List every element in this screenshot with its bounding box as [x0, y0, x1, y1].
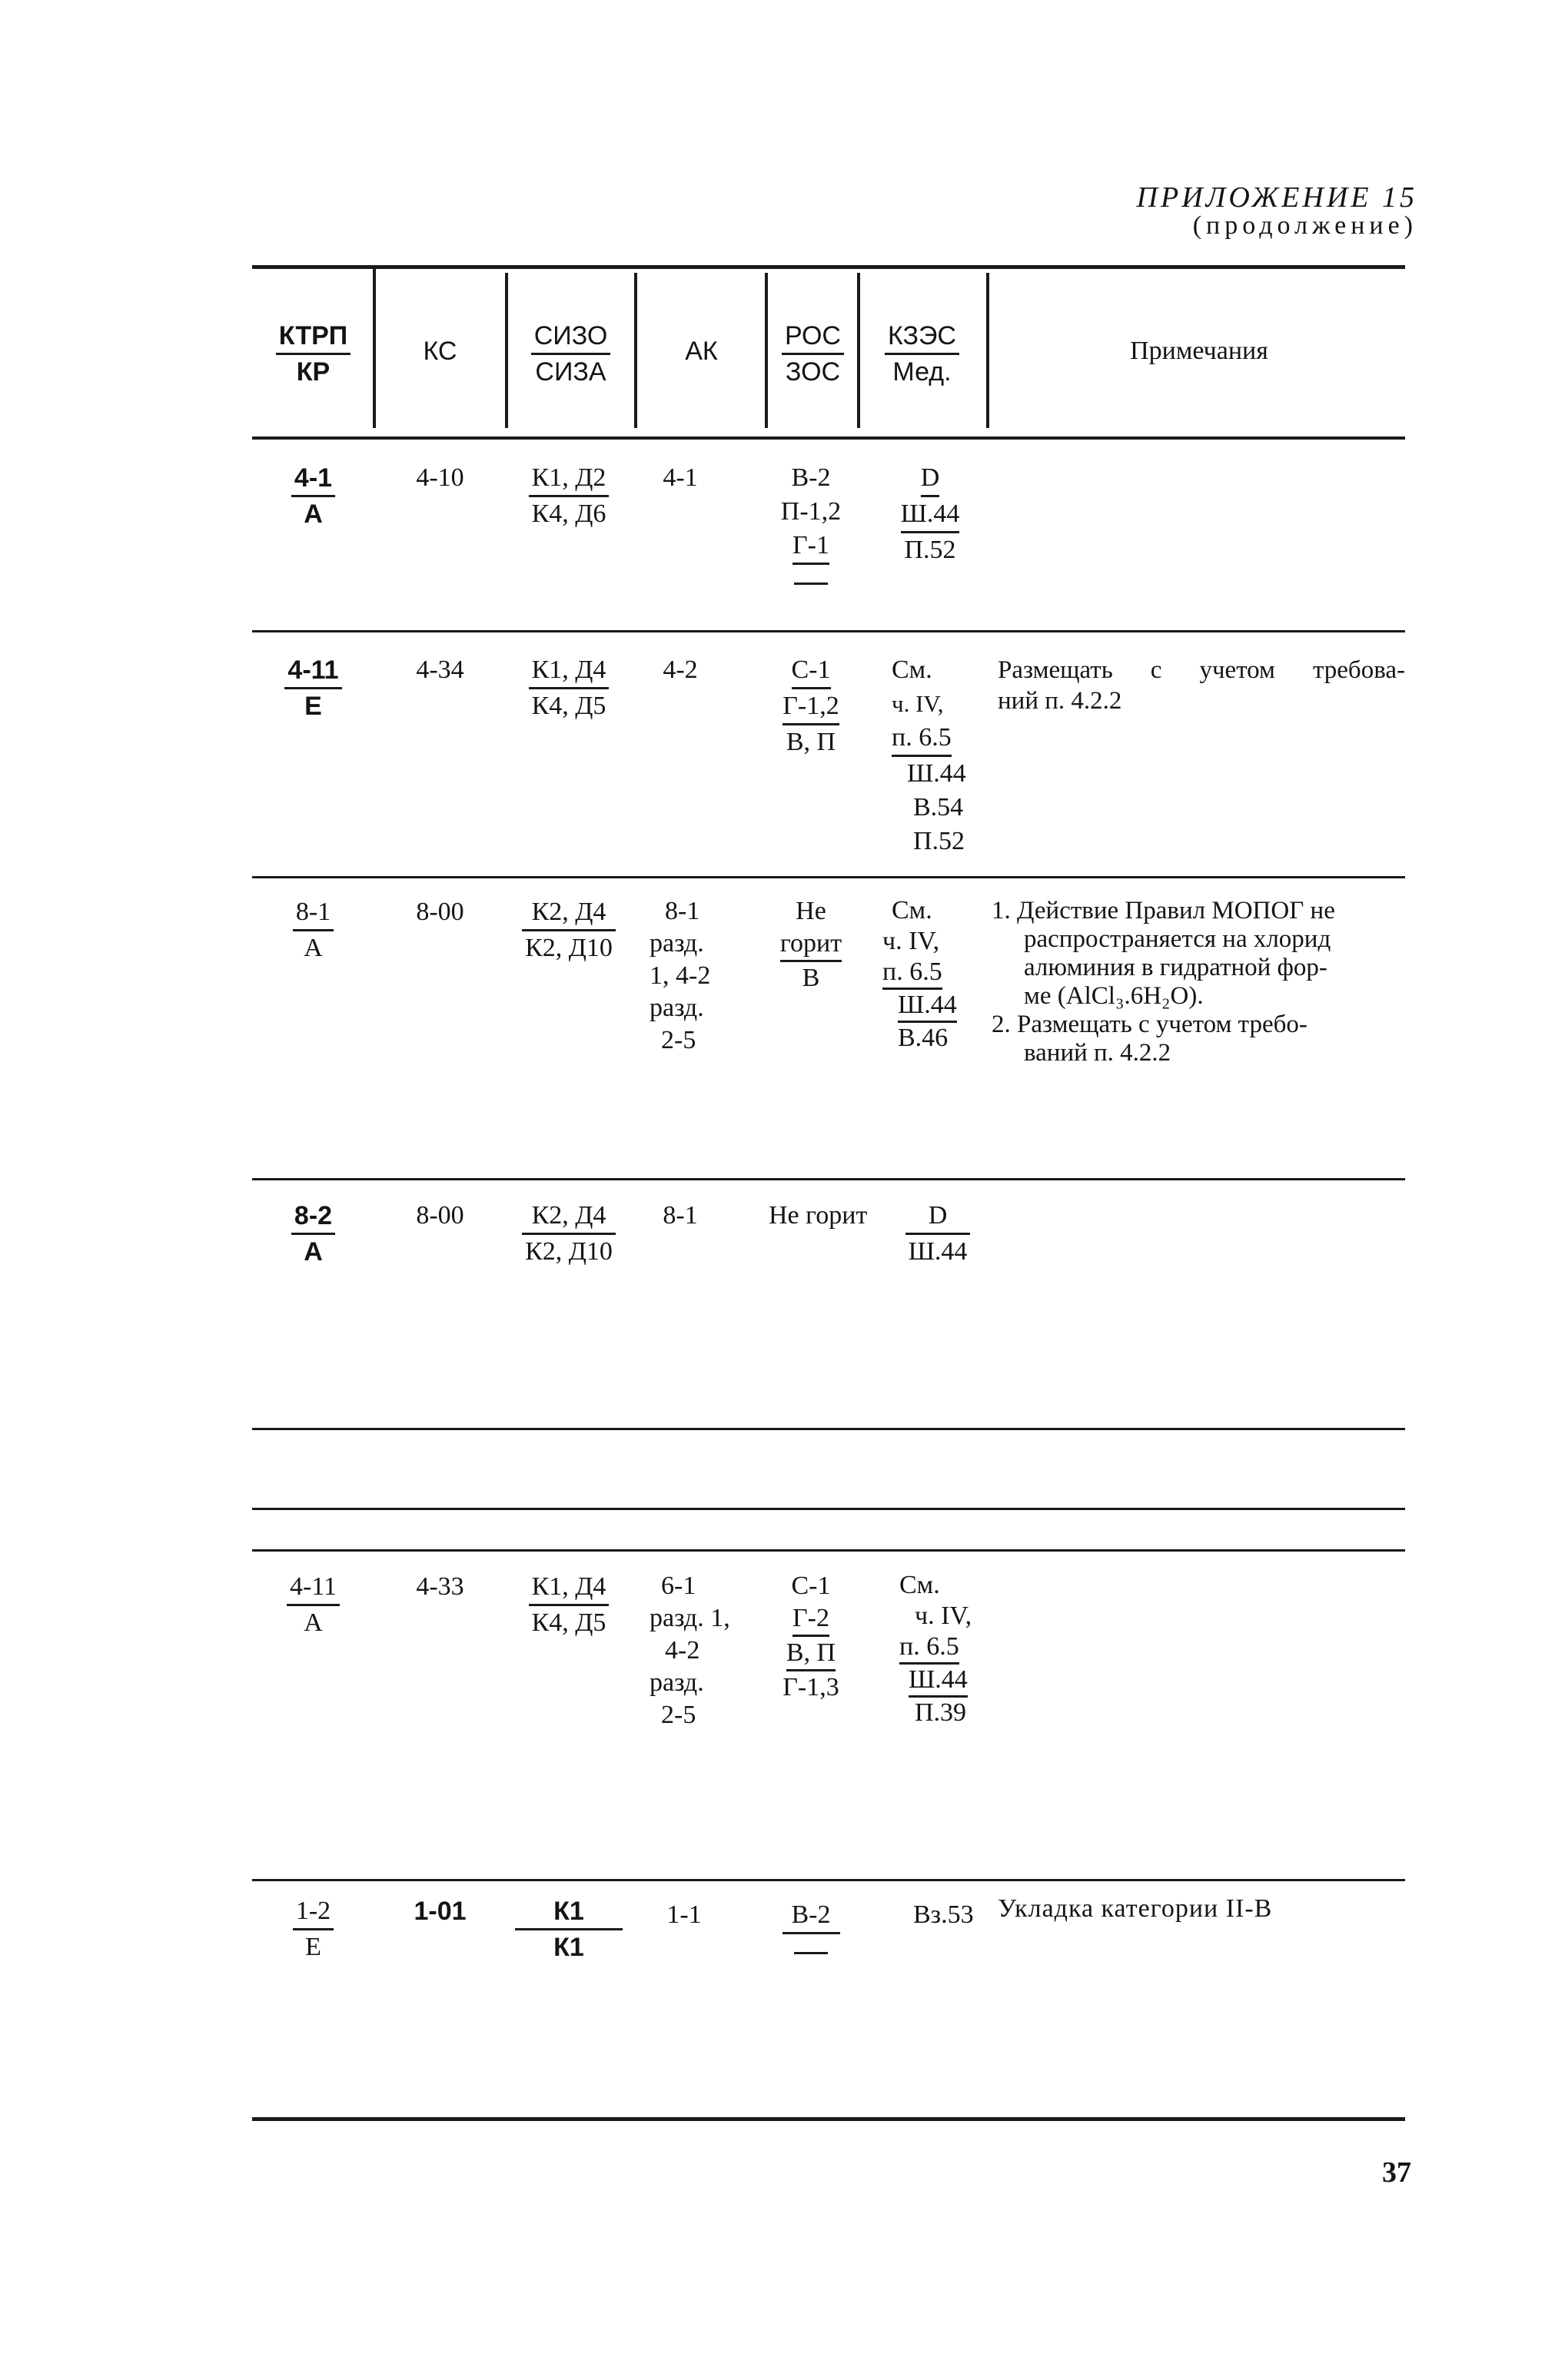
ros-line: В	[802, 964, 820, 992]
column-divider	[986, 273, 989, 428]
header-ros: РОС	[782, 319, 844, 355]
ak-line: 1, 4-2	[650, 961, 711, 990]
row2-ros	[761, 653, 861, 759]
sizo-value: К1, Д4	[529, 1570, 610, 1606]
ktrp-value: 8-2	[291, 1199, 335, 1235]
ktrp-value: 8-1	[293, 895, 334, 931]
row6-ak: 1-1	[666, 1900, 702, 1929]
kzes-line: п. 6.5	[882, 957, 942, 990]
siza-value: К1	[553, 1933, 584, 1962]
kzes-line: ч. IV,	[915, 1602, 972, 1630]
column-divider	[634, 273, 637, 428]
ktrp-value: 4-11	[287, 1570, 340, 1606]
appendix-subtitle: (продолжение)	[1192, 211, 1417, 240]
row-divider	[252, 1549, 1405, 1552]
note-line: ний п. 4.2.2	[998, 687, 1122, 715]
header-ros-zos	[773, 319, 853, 389]
row2-ks: 4-34	[416, 656, 464, 684]
row1-ks: 4-10	[416, 463, 464, 492]
header-kr: КР	[296, 357, 331, 387]
column-divider	[857, 273, 860, 428]
ros-line: Г-2	[792, 1602, 829, 1637]
sizo-value: К2, Д4	[522, 895, 616, 931]
sizo-value: К1, Д2	[529, 461, 610, 497]
note-line: Размещать с учетом требова-	[998, 656, 1405, 684]
row5-kzes	[899, 1570, 999, 1728]
note-line: алюминия в гидратной фор-	[1024, 954, 1327, 981]
ros-line: В, П	[786, 728, 836, 756]
kzes-line: П.39	[915, 1698, 967, 1727]
row3-ak	[650, 895, 734, 1057]
kr-value: А	[304, 1608, 323, 1637]
row4-ks: 8-00	[416, 1201, 464, 1230]
row-divider	[252, 876, 1405, 878]
row2-note	[998, 655, 1405, 716]
header-sizo-siza	[515, 319, 626, 389]
row4-ktrp-kr	[261, 1199, 365, 1269]
sizo-value: К1, Д4	[529, 653, 610, 689]
ros-line: В-2	[791, 463, 831, 492]
row1-kzes	[884, 461, 976, 567]
row4-ak: 8-1	[663, 1201, 698, 1230]
siza-value: К2, Д10	[525, 934, 613, 962]
row4-ros: Не горит	[769, 1201, 868, 1230]
row1-sizo	[503, 461, 634, 531]
ak-line: 4-2	[665, 1636, 700, 1665]
row1-ak: 4-1	[663, 463, 698, 492]
header-kzes: КЗЭС	[885, 319, 959, 355]
row3-sizo	[503, 895, 634, 965]
kzes-line: D	[921, 461, 940, 497]
ros-line: В-2	[782, 1898, 840, 1934]
kzes-line: П.52	[904, 536, 956, 564]
page-number: 37	[1382, 2156, 1411, 2189]
kzes-line: Ш.44	[901, 497, 960, 533]
siza-value: К2, Д10	[525, 1237, 613, 1266]
kzes-line: п. 6.5	[899, 1631, 959, 1665]
row6-sizo	[503, 1894, 634, 1964]
dash-mark	[794, 583, 828, 585]
kzes-line: Ш.44	[908, 1237, 968, 1266]
table-top-rule	[252, 265, 1405, 269]
row1-ktrp-kr	[261, 461, 365, 531]
ak-line: разд.	[650, 994, 704, 1022]
kzes-line: См.	[892, 896, 932, 924]
row5-ktrp-kr	[261, 1570, 365, 1640]
row5-ks: 4-33	[416, 1572, 464, 1601]
row4-kzes	[892, 1199, 984, 1269]
header-ak: АК	[685, 337, 718, 366]
sizo-value: К2, Д4	[522, 1199, 616, 1235]
ak-line: разд.	[650, 1668, 704, 1697]
header-ktrp-kr	[261, 319, 365, 390]
column-divider	[765, 273, 768, 428]
header-zos: ЗОС	[785, 357, 841, 387]
kr-value: А	[304, 500, 323, 529]
ak-line: 8-1	[665, 897, 700, 925]
row2-ktrp-kr	[261, 653, 365, 723]
kzes-line: См.	[892, 656, 932, 684]
ak-line: 6-1	[661, 1572, 696, 1600]
kzes-line: В.46	[898, 1024, 949, 1052]
sizo-value: К1	[515, 1894, 623, 1930]
row6-ks: 1-01	[414, 1897, 467, 1926]
kzes-line: D	[905, 1199, 971, 1235]
kzes-line: п. 6.5	[892, 721, 952, 757]
row6-kzes: Вз.53	[913, 1900, 974, 1929]
row-divider	[252, 1178, 1405, 1180]
ak-line: разд.	[650, 929, 704, 958]
ros-line: В, П	[786, 1637, 836, 1671]
header-notes: Примечания	[1130, 337, 1268, 365]
kzes-line: Ш.44	[898, 990, 957, 1023]
note-line: распространяется на хлорид	[1024, 925, 1331, 953]
note-line: ме (AlCl₃.6H₂O).	[1024, 982, 1204, 1010]
ros-line: Г-1,2	[782, 689, 839, 725]
kzes-line: См.	[899, 1571, 940, 1599]
header-ktrp: КТРП	[276, 319, 351, 355]
kzes-line: П.52	[913, 827, 965, 855]
kr-value: А	[304, 934, 323, 962]
ak-line: 2-5	[661, 1701, 696, 1729]
kr-value: Е	[305, 1933, 321, 1961]
header-siza: СИЗА	[535, 357, 606, 387]
column-divider	[373, 265, 376, 428]
ak-line: 2-5	[661, 1026, 696, 1054]
row5-ros	[765, 1570, 857, 1704]
row6-ros	[765, 1898, 857, 1968]
row2-sizo	[503, 653, 634, 723]
row-divider	[252, 1428, 1405, 1430]
kzes-line: Ш.44	[907, 759, 966, 788]
row3-notes	[992, 897, 1407, 1067]
row5-sizo	[503, 1570, 634, 1640]
kzes-line: Ш.44	[909, 1665, 968, 1698]
ros-line: С-1	[792, 653, 831, 689]
row4-sizo	[503, 1199, 634, 1269]
header-kzes-med	[862, 319, 982, 389]
ktrp-value: 4-1	[291, 461, 335, 497]
dash-mark	[794, 1952, 828, 1954]
ak-line: разд. 1,	[650, 1604, 730, 1632]
kzes-line: В.54	[913, 793, 964, 822]
column-divider	[505, 273, 508, 428]
row3-ktrp-kr	[261, 895, 365, 965]
row6-note: Укладка категории II-В	[998, 1894, 1273, 1923]
row-divider	[252, 630, 1405, 632]
ros-line: П-1,2	[780, 497, 842, 526]
row3-kzes	[882, 895, 990, 1054]
siza-value: К4, Д5	[531, 1608, 606, 1637]
header-ks: КС	[423, 337, 457, 366]
ros-line: горит	[780, 928, 842, 962]
ktrp-value: 4-11	[284, 653, 341, 689]
ros-line: С-1	[791, 1572, 831, 1600]
row1-ros	[761, 461, 861, 599]
row-divider	[252, 1508, 1405, 1510]
header-med: Мед.	[892, 357, 952, 387]
kzes-line: ч. IV,	[882, 927, 940, 955]
appendix-title: ПРИЛОЖЕНИЕ 15	[1136, 181, 1417, 214]
siza-value: К4, Д6	[531, 500, 606, 528]
ros-line: Г-1,3	[782, 1673, 839, 1701]
ktrp-value: 1-2	[293, 1894, 334, 1930]
ros-line: Не	[796, 897, 826, 925]
kzes-line: ч. IV,	[892, 690, 944, 717]
header-bottom-rule	[252, 436, 1405, 440]
row2-kzes	[892, 653, 999, 858]
header-sizo: СИЗО	[531, 319, 611, 355]
note-line: 1. Действие Правил МОПОГ не	[992, 897, 1335, 924]
kr-value: Е	[304, 692, 322, 721]
siza-value: К4, Д5	[531, 692, 606, 720]
ros-line: Г-1	[792, 529, 829, 565]
note-line: ваний п. 4.2.2	[1024, 1039, 1171, 1067]
row-divider	[252, 1879, 1405, 1881]
table-bottom-rule	[252, 2117, 1405, 2121]
row2-ak: 4-2	[663, 656, 698, 684]
row6-ktrp-kr	[261, 1894, 365, 1964]
row3-ks: 8-00	[416, 898, 464, 926]
row3-ros	[765, 895, 857, 994]
note-line: 2. Размещать с учетом требо-	[992, 1011, 1307, 1038]
row5-ak	[650, 1570, 757, 1731]
kr-value: А	[304, 1237, 323, 1266]
